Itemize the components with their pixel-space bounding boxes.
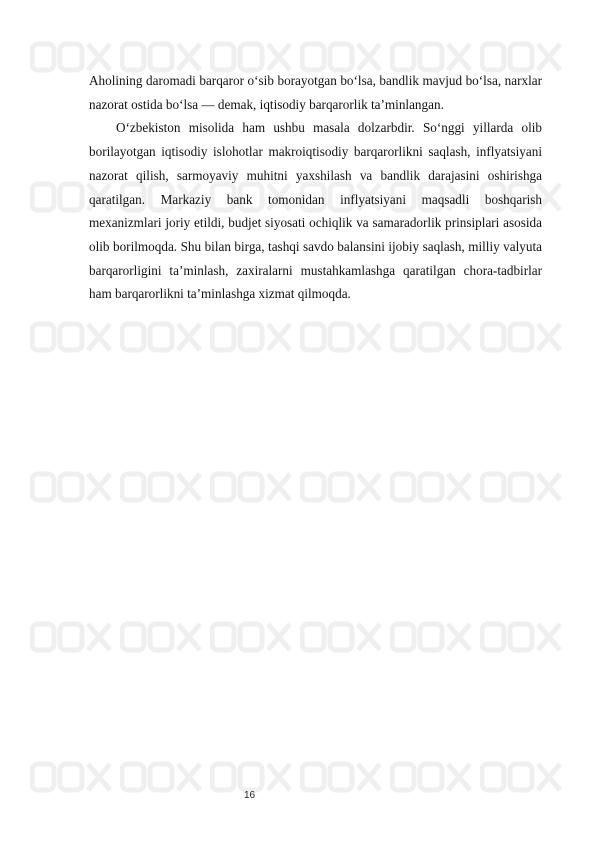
body-text [89,69,542,306]
page-number: 16 [244,790,256,801]
paragraph-1: Aholining daromadi barqaror o‘sib borayotgan bo‘lsa, bandlik mavjud bo‘lsa, narxlar nazorat ostida bo‘lsa — demak, iqtisodiy barqarorlik ta’minlangan. [89,73,542,112]
paragraph-2: O‘zbekiston misolida ham ushbu masala dolzarbdir. So‘nggi yillarda olib borilayotgan iqtisodiy islohotlar makroiqtisodiy barqarorlikni saqlash, inflyatsiyani nazorat qilish, sarmoyaviy muhitni yaxshilash va bandlik darajasini oshirishga qaratilgan. Markaziy bank tomonidan inflyatsiyani maqsadli boshqarish mexanizmlari joriy etildi, budjet siyosati ochiqlik va samaradorlik prinsiplari asosida olib borilmoqda. Shu bilan birga, tashqi savdo balansini ijobiy saqlash, milliy valyuta barqarorligini ta’minlash, zaxiralarni mustahkamlashga qaratilgan chora-tadbirlar ham barqarorlikni ta’minlashga xizmat qilmoqda. [89,120,542,302]
